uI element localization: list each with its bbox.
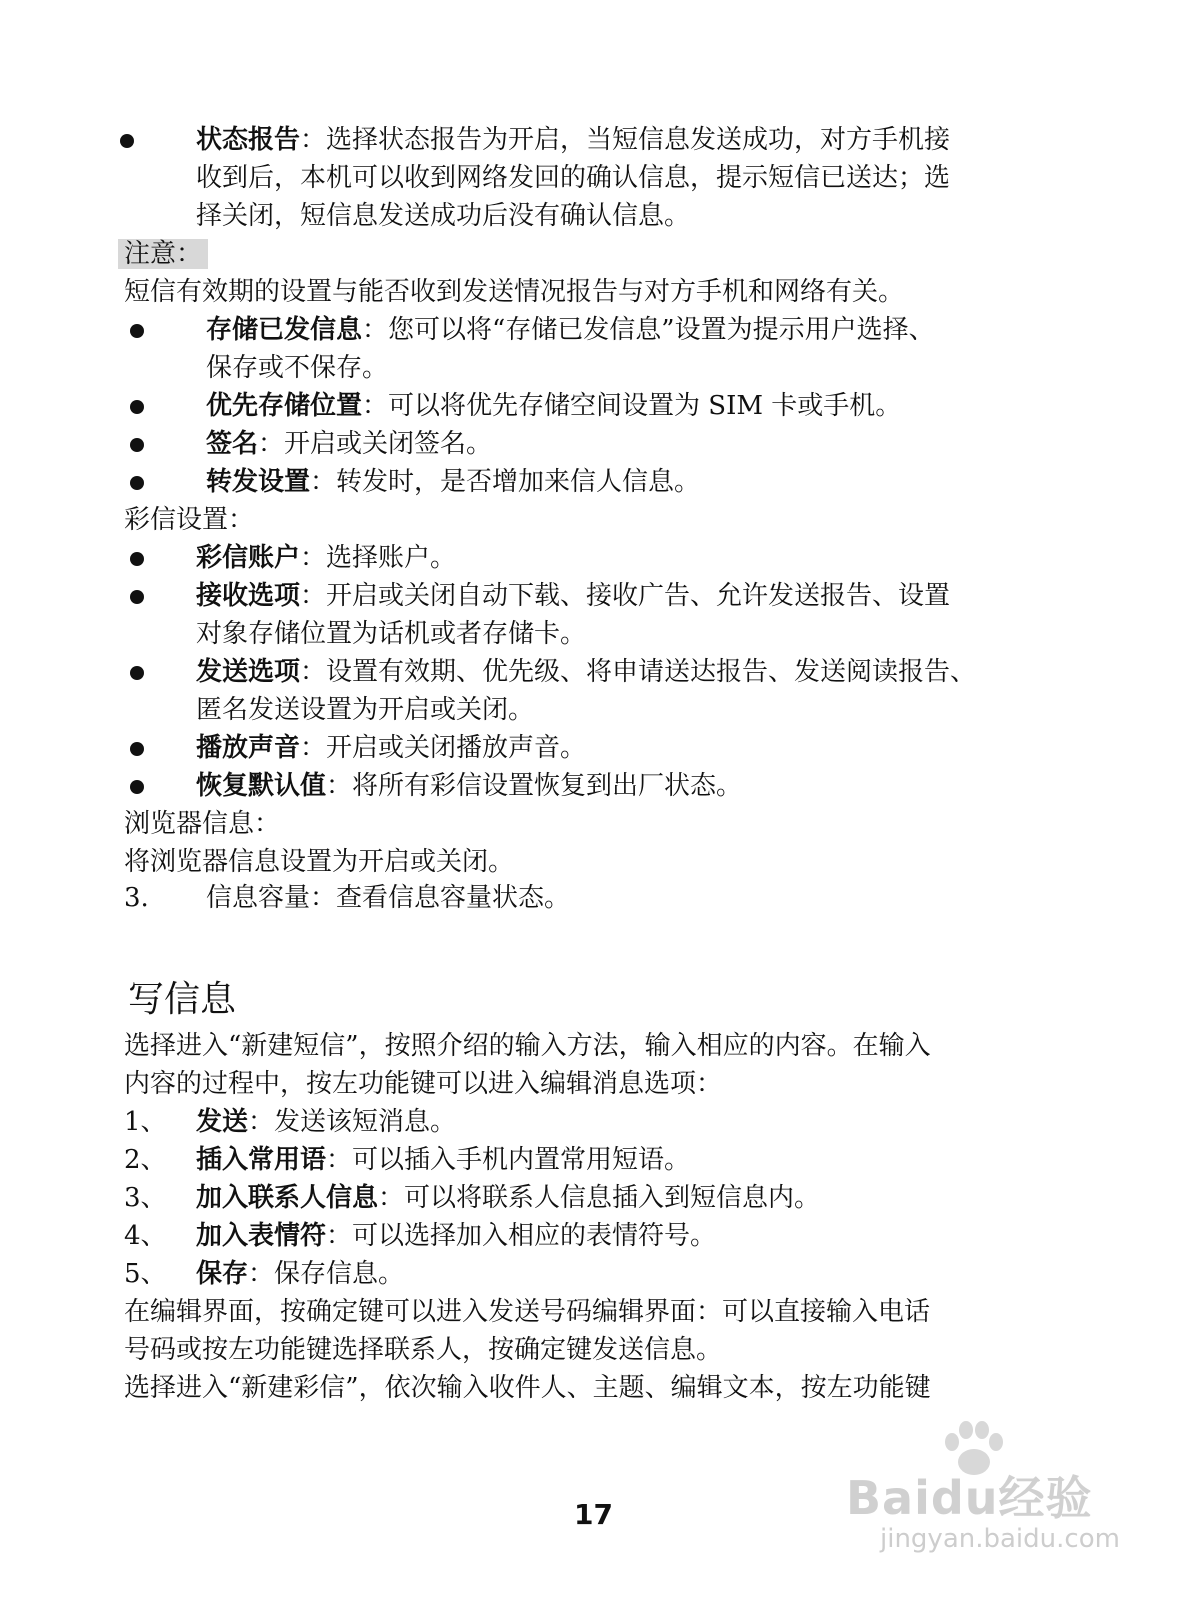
list-item-mms-account [196, 540, 456, 576]
mms-para: 选择进入“新建彩信”，依次输入收件人、主题、编辑文本，按左功能键 [124, 1373, 931, 1403]
item-term: 签名 [206, 429, 259, 459]
watermark-main: Baidu经验 [846, 1471, 1093, 1525]
list-item-play-sound [196, 730, 586, 766]
list-number: 2、 [124, 1145, 167, 1175]
list-item-send-options [196, 654, 976, 690]
browser-text: 将浏览器信息设置为开启或关闭。 [124, 847, 515, 877]
item-term: 接收选项 [196, 581, 301, 611]
list-item-send-options-line-2: 匿名发送设置为开启或关闭。 [196, 695, 535, 725]
list-number: 5、 [124, 1259, 167, 1289]
status-report-line-2: 收到后，本机可以收到网络发回的确认信息，提示短信已送达；选 [196, 163, 951, 193]
item-term: 转发设置 [206, 467, 311, 497]
list-number: 3、 [124, 1183, 167, 1213]
write-item-emoticon [196, 1218, 716, 1254]
list-item-storage [206, 388, 901, 424]
edit-para-line-1: 在编辑界面，按确定键可以进入发送号码编辑界面：可以直接输入电话 [124, 1297, 931, 1327]
status-report-text: ：选择状态报告为开启，当短信息发送成功，对方手机接 [300, 125, 951, 155]
bullet-icon [130, 590, 144, 604]
list-item-save-sent [206, 312, 935, 348]
status-report-line-1 [196, 122, 950, 158]
item-term: 插入常用语 [196, 1145, 327, 1175]
item-text: ：发送该短消息。 [248, 1107, 457, 1137]
mms-heading: 彩信设置： [124, 505, 255, 535]
item-text: ：您可以将“存储已发信息”设置为提示用户选择、 [362, 315, 935, 345]
item-text: ：可以将优先存储空间设置为 SIM 卡或手机。 [362, 391, 902, 421]
write-item-send [196, 1104, 456, 1140]
item-text: ：将所有彩信设置恢复到出厂状态。 [326, 771, 743, 801]
list-number: 4、 [124, 1221, 167, 1251]
bullet-icon [130, 742, 144, 756]
write-intro-line-1: 选择进入“新建短信”，按照介绍的输入方法，输入相应的内容。在输入 [124, 1031, 931, 1061]
browser-heading: 浏览器信息： [124, 809, 281, 839]
item-text: ：开启或关闭签名。 [258, 429, 493, 459]
bullet-icon [130, 438, 144, 452]
page-number: 17 [574, 1498, 613, 1531]
section-heading: 写信息 [128, 979, 237, 1020]
list-item-receive [196, 578, 950, 614]
baidu-watermark [846, 1420, 1126, 1570]
note-label-line [118, 236, 208, 272]
capacity-text: 信息容量：查看信息容量状态。 [206, 883, 571, 913]
write-item-contact [196, 1180, 820, 1216]
list-number: 1、 [124, 1107, 167, 1137]
list-item-save-sent-line-2: 保存或不保存。 [206, 353, 389, 383]
list-item-restore [196, 768, 742, 804]
status-report-term: 状态报告 [196, 125, 301, 155]
list-item-forward [206, 464, 700, 500]
capacity-number: 3. [124, 883, 149, 913]
edit-para-line-2: 号码或按左功能键选择联系人，按确定键发送信息。 [124, 1335, 723, 1365]
item-text: ：开启或关闭播放声音。 [300, 733, 587, 763]
list-item-signature [206, 426, 492, 462]
item-term: 加入联系人信息 [196, 1183, 379, 1213]
bullet-icon [130, 780, 144, 794]
item-text: ：设置有效期、优先级、将申请送达报告、发送阅读报告、 [300, 657, 977, 687]
item-term: 优先存储位置 [206, 391, 363, 421]
item-term: 发送 [196, 1107, 249, 1137]
item-term: 存储已发信息 [206, 315, 363, 345]
item-text: ：保存信息。 [248, 1259, 405, 1289]
item-term: 恢复默认值 [196, 771, 327, 801]
item-text: ：选择账户。 [300, 543, 457, 573]
item-term: 播放声音 [196, 733, 301, 763]
item-term: 发送选项 [196, 657, 301, 687]
item-term: 保存 [196, 1259, 249, 1289]
note-label: 注意： [118, 239, 208, 269]
write-item-save [196, 1256, 404, 1292]
item-text: ：可以插入手机内置常用短语。 [326, 1145, 691, 1175]
write-item-phrases [196, 1142, 690, 1178]
watermark-sub: jingyan.baidu.com [880, 1524, 1120, 1554]
item-text: ：可以选择加入相应的表情符号。 [326, 1221, 717, 1251]
item-term: 加入表情符 [196, 1221, 327, 1251]
bullet-icon [130, 476, 144, 490]
status-report-line-3: 择关闭，短信息发送成功后没有确认信息。 [196, 201, 691, 231]
item-text: ：转发时，是否增加来信人信息。 [310, 467, 701, 497]
bullet-icon [130, 400, 144, 414]
item-text: ：可以将联系人信息插入到短信息内。 [378, 1183, 821, 1213]
bullet-icon [130, 552, 144, 566]
write-intro-line-2: 内容的过程中，按左功能键可以进入编辑消息选项： [124, 1069, 723, 1099]
bullet-icon [130, 666, 144, 680]
note-text: 短信有效期的设置与能否收到发送情况报告与对方手机和网络有关。 [124, 277, 905, 307]
list-item-receive-line-2: 对象存储位置为话机或者存储卡。 [196, 619, 587, 649]
bullet-icon [120, 134, 134, 148]
bullet-icon [130, 324, 144, 338]
item-term: 彩信账户 [196, 543, 301, 573]
item-text: ：开启或关闭自动下载、接收广告、允许发送报告、设置 [300, 581, 951, 611]
